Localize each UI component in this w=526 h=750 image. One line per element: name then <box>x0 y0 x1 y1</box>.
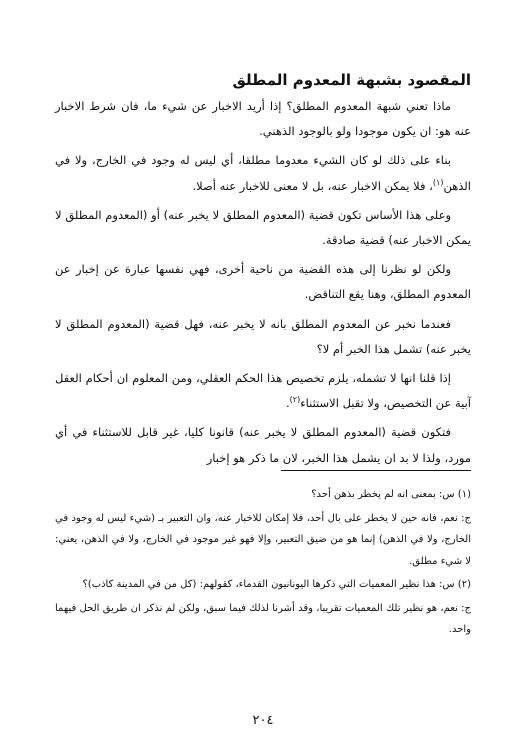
footnote-1-question: (١) س: بمعنى انه لم يخطر بذهن أحد؟ <box>311 489 471 500</box>
footnote-marker-2[interactable]: (٢) <box>289 395 301 405</box>
paragraph-2 <box>55 148 471 198</box>
paragraph-6-text: إذا قلنا انها لا تشمله، يلزم تخصيص هذا الحكم العقلي، ومن المعلوم ان أحكام العقل آبية عن التخصيص، ولا تقبل الاستثناء <box>55 371 471 411</box>
footnote-marker-1[interactable]: (١) <box>432 177 444 187</box>
paragraph-6 <box>55 366 471 416</box>
paragraph-1: ماذا تعني شبهة المعدوم المطلق؟ إذا أريد الاخبار عن شيء ما، فان شرط الاخبار عنه هو: ان يكون موجودا ولو بالوجود الذهني. <box>55 99 471 139</box>
paragraph-6-rest: . <box>286 396 290 411</box>
footnote-2-question: (٢) س: هذا نظير المعميات التي ذكرها اليونانيون القدماء، كقولهم: (كل من في المدينة كاذب)؟ <box>82 579 471 590</box>
paragraph-5: فعندما نخبر عن المعدوم المطلق بانه لا يخبر عنه، فهل قضية (المعدوم المطلق لا يخبر عنه) تشمل هذا الخبر أم لا؟ <box>55 316 471 356</box>
footnote-2-answer: ج: نعم، هو نظير تلك المعميات تقريبا، وقد أشرنا لذلك فيما سبق، ولكن لم نذكر ان طريق الحل فيهما واحد. <box>55 602 471 635</box>
paragraph-3: وعلى هذا الأساس تكون قضية (المعدوم المطلق لا يخبر عنه) أو (المعدوم المطلق لا يمكن الاخبار عنه) قضية صادقة. <box>55 207 471 248</box>
footnote-separator <box>281 470 471 471</box>
footnotes <box>55 484 471 643</box>
paragraph-4: ولكن لو نظرنا إلى هذه القضية من ناحية أخرى، فهي نفسها عبارة عن إخبار عن المعدوم المطلق، وهنا يقع التناقض. <box>55 262 471 302</box>
main-text <box>55 94 471 475</box>
page-number: ٢٠٤ <box>252 713 274 728</box>
section-title: المقصود بشبهة المعدوم المطلق <box>232 71 471 89</box>
paragraph-7: فتكون قضية (المعدوم المطلق لا يخبر عنه) قانونا كليا، غير قابل للاستثناء في أي مورد، ولذا لا بد ان يشمل هذا الخبر، لان ما ذكر هو إخبار <box>55 425 471 465</box>
paragraph-2-text: بناء على ذلك لو كان الشيء معدوما مطلقا، أي ليس له وجود في الخارج، ولا في الذهن <box>55 153 471 193</box>
paragraph-2-rest: ، فلا يمكن الاخبار عنه، بل لا معنى للاخبار عنه أصلا. <box>192 178 433 193</box>
footnote-1-answer: ج: نعم، فانه حين لا يخطر على بال أحد، فلا إمكان للاخبار عنه، وان التعبير بـ (شيء ليس له وجود في الخارج، ولا في الذهن) إنما هو من ضيق التعبير، وإلا فهو غير موجود في الخارج، ولا في الذهن، يعني: لا شيء مطلق. <box>55 512 471 567</box>
